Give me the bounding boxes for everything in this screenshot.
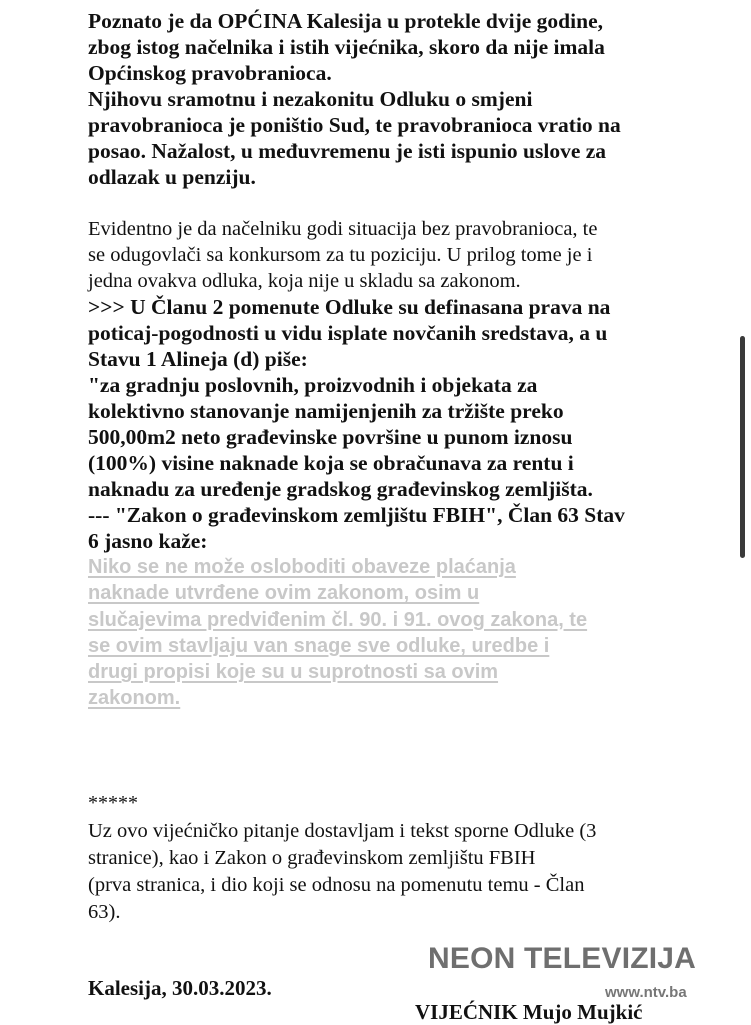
signer-name: VIJEĆNIK Mujo Mujkić: [415, 1000, 643, 1024]
text-line: poticaj-pogodnosti u vidu isplate novčanih sredstava, a u: [88, 321, 608, 345]
separator-stars: *****: [88, 792, 138, 814]
text-line: --- "Zakon o građevinskom zemljištu FBIH", Član 63 Stav: [88, 503, 625, 527]
text-line: 6 jasno kaže:: [88, 529, 208, 553]
text-line: Njihovu sramotnu i nezakonitu Odluku o smjeni: [88, 87, 533, 111]
text-line: Poznato je da OPĆINA Kalesija u protekle dvije godine,: [88, 9, 603, 33]
text-line: posao. Nažalost, u međuvremenu je isti ispunio uslove za: [88, 139, 607, 163]
quote-line[interactable]: Niko se ne može osloboditi obaveze plaćanja: [88, 556, 516, 578]
quote-line[interactable]: zakonom.: [88, 687, 181, 710]
text-line: 63).: [88, 901, 121, 923]
text-line: (100%) visine naknade koja se obračunava za rentu i: [88, 451, 574, 475]
watermark-title: NEON TELEVIZIJA: [428, 942, 697, 975]
text-line: naknadu za uređenje gradskog građevinskog zemljišta.: [88, 477, 593, 501]
quote-line[interactable]: naknade utvrđene ovim zakonom, osim u: [88, 582, 480, 605]
text-line: stranice), kao i Zakon o građevinskom zemljištu FBIH: [88, 847, 536, 869]
intro-paragraph: [88, 8, 688, 190]
vertical-scrollbar[interactable]: [740, 336, 745, 558]
document-date: Kalesija, 30.03.2023.: [88, 976, 272, 1000]
text-line: (prva stranica, i dio koji se odnosu na pomenutu temu - Član: [88, 874, 585, 896]
text-line: pravobranioca je poništio Sud, te pravobranioca vratio na: [88, 113, 621, 137]
quote-line[interactable]: slučajevima predviđenim čl. 90. i 91. ovog zakona, te: [88, 608, 588, 631]
text-line: Općinskog pravobranioca.: [88, 61, 332, 85]
text-line: 500,00m2 neto građevinske površine u punom iznosu: [88, 425, 573, 449]
law-quote-link[interactable]: [88, 554, 688, 712]
watermark-url: www.ntv.ba: [605, 984, 687, 1001]
text-line: "za gradnju poslovnih, proizvodnih i objekata za: [88, 373, 538, 397]
text-line: Evidentno je da načelniku godi situacija bez pravobranioca, te: [88, 218, 598, 240]
quote-line[interactable]: drugi propisi koje su u suprotnosti sa ovim: [88, 661, 499, 684]
text-line: >>> U Članu 2 pomenute Odluke su definasana prava na: [88, 295, 611, 319]
text-line: Stavu 1 Alineja (d) piše:: [88, 347, 308, 371]
quote-line[interactable]: se ovim stavljaju van snage sve odluke, uredbe i: [88, 634, 550, 657]
context-paragraph: [88, 216, 688, 294]
text-line: kolektivno stanovanje namijenjenih za tržište preko: [88, 399, 564, 423]
decision-paragraph: [88, 294, 688, 554]
text-line: jedna ovakva odluka, koja nije u skladu sa zakonom.: [88, 270, 521, 292]
closing-paragraph: [88, 818, 688, 926]
document-body: [88, 8, 688, 712]
text-line: zbog istog načelnika i istih vijećnika, skoro da nije imala: [88, 35, 605, 59]
text-line: odlazak u penziju.: [88, 165, 256, 189]
text-line: Uz ovo vijećničko pitanje dostavljam i tekst sporne Odluke (3: [88, 820, 597, 842]
text-line: se odugovlači sa konkursom za tu poziciju. U prilog tome je i: [88, 244, 593, 266]
